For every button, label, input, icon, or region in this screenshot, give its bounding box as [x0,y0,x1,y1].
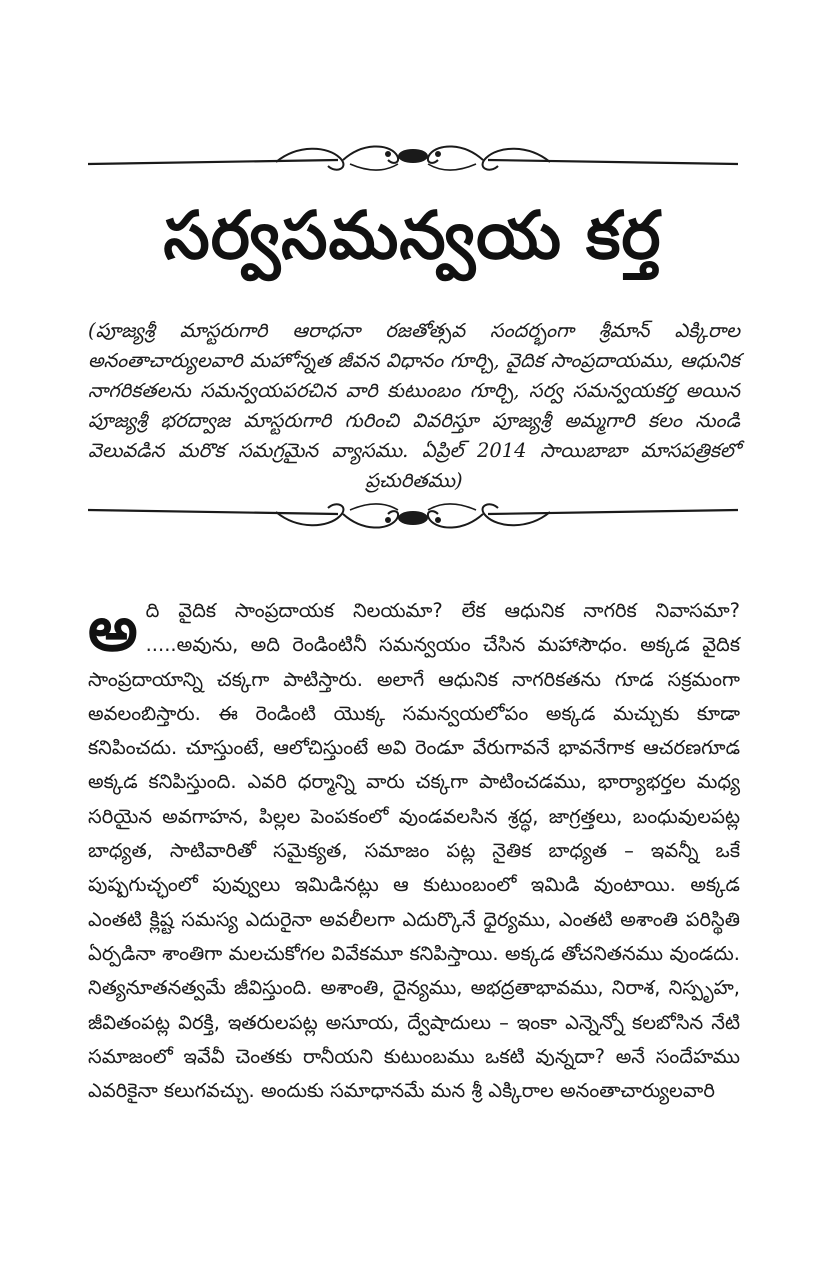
article-body-text: ది వైదిక సాంప్రదాయక నిలయమా? లేక ఆధునిక నాగరిక నివాసమా? .....అవును, అది రెండింటినీ సమన్వయం చేసిన మహాసౌధం. అక్కడ వైదిక సాంప్రదాయాన్ని చక్కగా పాటిస్తారు. అలాగే ఆధునిక నాగరికతను గూడ సక్రమంగా అవలంబిస్తారు. ఈ రెండింటి యొక్క సమన్వయలోపం అక్కడ మచ్చుకు కూడా కనిపించదు. చూస్తుంటే, ఆలోచిస్తుంటే అవి రెండూ వేరుగావనే భావనేగాక ఆచరణగూడ అక్కడ కనిపిస్తుంది. ఎవరి ధర్మాన్ని వారు చక్కగా పాటించడము, భార్యాభర్తల మధ్య సరియైన అవగాహన, పిల్లల పెంపకంలో వుండవలసిన శ్రద్ధ, జాగ్రత్తలు, బంధువులపట్ల బాధ్యత, సాటివారితో సమైక్యత, సమాజం పట్ల నైతిక బాధ్యత – ఇవన్నీ ఒకే పుష్పగుచ్ఛంలో పువ్వులు ఇమిడినట్లు ఆ కుటుంబంలో ఇమిడి వుంటాయి. అక్కడ ఎంతటి క్లిష్ట సమస్య ఎదురైనా అవలీలగా ఎదుర్కొనే ధైర్యము, ఎంతటి అశాంతి పరిస్థితి ఏర్పడినా శాంతిగా మలచుకోగల వివేకమూ కనిపిస్తాయి. అక్కడ తోచనితనము వుండదు. నిత్యనూతనత్వమే జీవిస్తుంది. అశాంతి, దైన్యము, అభద్రతాభావము, నిరాశ, నిస్పృహ, జీవితంపట్ల విరక్తి, ఇతరులపట్ల అసూయ, ద్వేషాదులు – ఇంకా ఎన్నెన్నో కలబోసిన నేటి సమాజంలో ఇవేవీ చెంతకు రానీయని కుటుంబము ఒకటి వున్నదా? అనే సందేహము ఎవరికైనా కలుగవచ్చు. అందుకు సమాధానమే మన శ్రీ ఎక్కిరాల అనంతాచార్యులవారి [88,599,740,1103]
article-body [88,594,740,1108]
bottom-ornament-divider [88,496,738,536]
top-ornament-divider [88,140,738,180]
drop-cap: అ [88,592,138,665]
article-title: సర్వసమన్వయ కర్త [163,197,662,274]
article-subtitle: (పూజ్యశ్రీ మాస్టరుగారి ఆరాధనా రజతోత్సవ సందర్భంగా శ్రీమాన్ ఎక్కిరాల అనంతాచార్యులవారి మహోన్నత జీవన విధానం గూర్చి, వైదిక సాంప్రదాయము, ఆధునిక నాగరికతలను సమన్వయపరచిన వారి కుటుంబం గూర్చి, సర్వ సమన్వయకర్త అయిన పూజ్యశ్రీ భరద్వాజ మాస్టరుగారి గురించి వివరిస్తూ పూజ్యశ్రీ అమ్మగారి కలం నుండి వెలువడిన మరొక సమగ్రమైన వ్యాసము. ఏప్రిల్ 2014 సాయిబాబా మాసపత్రికలో ప్రచురితము) [88,319,740,492]
